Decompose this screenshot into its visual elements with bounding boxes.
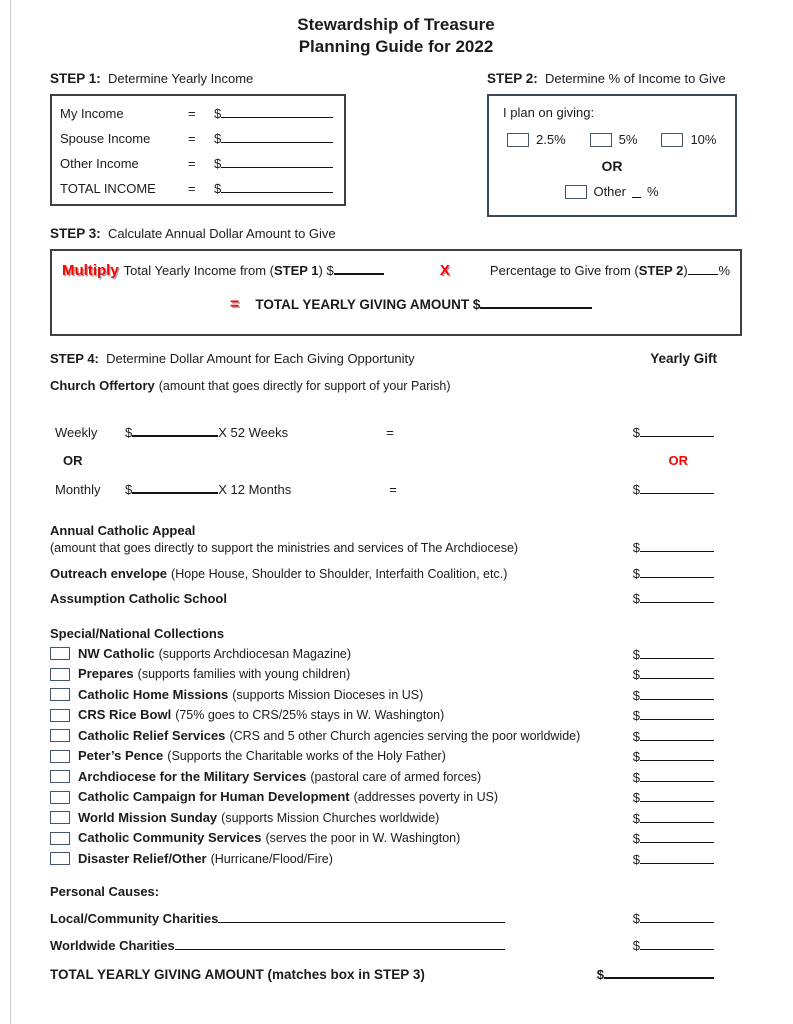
income-amount-blank — [334, 262, 384, 275]
income-row-spouse — [60, 126, 336, 151]
gift-amount-blank — [640, 851, 714, 864]
dollar-sign: $ — [214, 106, 222, 121]
step1-heading-text: Determine Yearly Income — [108, 71, 254, 86]
collection-item-disaster-relief — [50, 851, 742, 867]
collection-name: World Mission Sunday — [78, 809, 218, 825]
dollar-sign: $ — [632, 646, 640, 662]
monthly-amount-blank — [132, 481, 218, 494]
collection-desc: (CRS and 5 other Church agencies serving the poor worldwide) — [229, 728, 581, 743]
dollar-sign: $ — [125, 425, 133, 440]
collection-name: Disaster Relief/Other — [78, 850, 207, 866]
income-label: TOTAL INCOME — [60, 181, 156, 196]
collection-name: Catholic Community Services — [78, 830, 262, 845]
dollar-sign: $ — [632, 790, 640, 805]
step3-box — [50, 249, 742, 336]
percent-blank — [688, 262, 719, 275]
annual-appeal-label: Annual Catholic Appeal — [50, 523, 196, 538]
dollar-sign: ) $ — [318, 263, 334, 278]
page-edge-line — [10, 0, 11, 1024]
multiply-text: Total Yearly Income from ( — [123, 263, 274, 278]
outreach-gift — [633, 565, 714, 581]
weekly-row — [50, 424, 742, 440]
annual-appeal-row — [50, 539, 742, 555]
step4-heading-text: Determine Dollar Amount for Each Giving Opportunity — [106, 351, 415, 366]
income-label: My Income — [60, 106, 124, 121]
collection-item-military-services — [50, 769, 742, 785]
collection-gift — [633, 707, 714, 723]
dollar-sign: $ — [632, 937, 640, 953]
yearly-gift-column-header: Yearly Gift — [650, 351, 717, 366]
checkbox-disaster-relief[interactable] — [50, 852, 70, 865]
gift-amount-blank — [640, 539, 714, 552]
dollar-sign: $ — [632, 540, 640, 555]
annual-appeal-desc: (amount that goes directly to support the ministries and services of The Archdiocese) — [50, 541, 519, 555]
equals-icon: = — [230, 296, 240, 313]
checkbox-home-missions[interactable] — [50, 688, 70, 701]
checkbox-other-percent[interactable] — [565, 185, 587, 199]
dollar-sign: $ — [632, 708, 640, 723]
title-line2: Planning Guide for 2022 — [298, 37, 494, 56]
gift-amount-blank — [640, 937, 714, 950]
equals-sign: = — [188, 181, 196, 196]
income-blank — [221, 180, 333, 193]
giving-options — [503, 132, 721, 147]
collection-desc: (supports families with young children) — [137, 667, 351, 681]
or-label-left: OR — [63, 453, 83, 468]
percentage-text: Percentage to Give from ( — [489, 263, 639, 278]
worldwide-charities-field — [50, 937, 505, 953]
collection-gift — [633, 666, 714, 682]
total-giving-line — [62, 296, 730, 314]
collection-item-home-missions — [50, 687, 742, 703]
collection-desc: (supports Archdiocesan Magazine) — [158, 646, 352, 661]
monthly-row — [50, 481, 742, 497]
worldwide-charities-label: Worldwide Charities — [50, 937, 175, 953]
total-gift — [597, 966, 714, 982]
checkbox-military-services[interactable] — [50, 770, 70, 783]
income-label: Other Income — [60, 156, 139, 171]
collection-desc: (serves the poor in W. Washington) — [265, 831, 461, 845]
step1-heading — [50, 71, 487, 86]
total-giving-blank — [480, 296, 592, 309]
option-2-5-percent — [507, 132, 566, 147]
income-row-total — [60, 176, 336, 201]
step2-box — [487, 94, 737, 217]
step1-ref: STEP 1 — [273, 263, 319, 278]
collection-desc: (Supports the Charitable works of the Holy Father) — [167, 749, 446, 763]
school-row — [50, 590, 742, 606]
collection-item-nw-catholic — [50, 646, 742, 662]
collection-name: Peter’s Pence — [78, 748, 164, 763]
dollar-sign: $ — [596, 966, 604, 982]
step3-heading-text: Calculate Annual Dollar Amount to Give — [108, 226, 336, 241]
local-charities-field — [50, 910, 505, 926]
checkbox-2-5-percent[interactable] — [507, 133, 529, 147]
collection-gift — [633, 851, 714, 867]
collection-item-relief-services — [50, 728, 742, 744]
total-row — [50, 966, 742, 982]
gift-amount-blank — [640, 481, 714, 494]
checkbox-human-development[interactable] — [50, 791, 70, 804]
local-charities-label: Local/Community Charities — [50, 910, 219, 926]
collection-name: NW Catholic — [78, 645, 155, 661]
multiply-x-icon: X — [439, 262, 450, 279]
collection-gift — [633, 789, 714, 805]
collection-gift — [633, 769, 714, 785]
checkbox-prepares[interactable] — [50, 668, 70, 681]
collection-item-human-development — [50, 789, 742, 805]
checkbox-peters-pence[interactable] — [50, 750, 70, 763]
collection-item-community-services — [50, 830, 742, 846]
gift-amount-blank — [640, 728, 714, 741]
dollar-sign: $ — [214, 131, 222, 146]
collection-desc: (pastoral care of armed forces) — [310, 769, 482, 784]
income-row-other — [60, 151, 336, 176]
dollar-sign: $ — [632, 851, 640, 867]
dollar-sign: $ — [214, 156, 222, 171]
step4-heading — [50, 351, 742, 366]
checkbox-10-percent[interactable] — [661, 133, 683, 147]
dollar-sign: $ — [632, 749, 640, 764]
collection-desc: (Hurricane/Flood/Fire) — [210, 851, 333, 866]
local-charities-row — [50, 910, 742, 926]
step3-heading — [50, 226, 742, 241]
collection-item-world-mission — [50, 810, 742, 826]
income-blank — [221, 155, 333, 168]
income-row-my — [60, 101, 336, 126]
checkbox-world-mission[interactable] — [50, 811, 70, 824]
checkbox-community-services[interactable] — [50, 832, 70, 845]
gift-amount-blank — [640, 565, 714, 578]
other-label: Other — [593, 184, 626, 199]
school-gift — [633, 590, 714, 606]
option-other-percent — [503, 184, 721, 199]
checkbox-relief-services[interactable] — [50, 729, 70, 742]
other-percent-blank — [632, 185, 641, 198]
step1-section — [50, 71, 487, 217]
step2-ref: STEP 2 — [638, 263, 684, 278]
weekly-gift — [633, 424, 714, 440]
equals-sign: = — [188, 131, 196, 146]
dollar-sign: $ — [632, 566, 640, 581]
collection-gift — [633, 728, 714, 744]
step1-label: STEP 1: — [50, 71, 101, 86]
gift-amount-blank — [640, 769, 714, 782]
step1-box — [50, 94, 346, 206]
gift-amount-blank — [640, 748, 714, 761]
checkbox-5-percent[interactable] — [590, 133, 612, 147]
total-giving-label: TOTAL YEARLY GIVING AMOUNT $ — [255, 297, 481, 312]
gift-amount-blank — [640, 666, 714, 679]
total-amount-blank — [604, 966, 714, 979]
close-paren: ) — [683, 263, 688, 278]
multiply-label: Multiply — [62, 262, 119, 279]
school-label: Assumption Catholic School — [50, 591, 227, 606]
collection-gift — [633, 646, 714, 662]
monthly-multiplier: X 12 Months — [218, 482, 292, 497]
gift-amount-blank — [640, 830, 714, 843]
or-label: OR — [601, 158, 623, 174]
total-label: TOTAL YEARLY GIVING AMOUNT (matches box in STEP 3) — [50, 966, 425, 982]
outreach-label: Outreach envelope — [50, 566, 168, 581]
weekly-amount-blank — [132, 424, 218, 437]
income-label: Spouse Income — [60, 131, 151, 146]
outreach-row — [50, 565, 742, 581]
option-label: 2.5% — [536, 132, 566, 147]
local-charities-blank — [218, 910, 505, 923]
dollar-sign: $ — [632, 482, 640, 497]
gift-amount-blank — [640, 910, 714, 923]
collection-item-crs-rice-bowl — [50, 707, 742, 723]
church-offertory-label: Church Offertory — [50, 378, 155, 393]
annual-appeal-gift — [633, 539, 714, 555]
step2-section — [487, 71, 742, 217]
dollar-sign: $ — [632, 687, 640, 703]
weekly-multiplier: X 52 Weeks — [218, 425, 289, 440]
collection-item-prepares — [50, 666, 742, 682]
percent-sign: % — [646, 184, 659, 199]
church-offertory-desc: (amount that goes directly for support of your Parish) — [158, 379, 451, 393]
checkbox-nw-catholic[interactable] — [50, 647, 70, 660]
gift-amount-blank — [640, 789, 714, 802]
step4-label: STEP 4: — [50, 351, 99, 366]
dollar-sign: $ — [632, 591, 640, 606]
gift-amount-blank — [640, 646, 714, 659]
worldwide-charities-gift — [633, 937, 714, 953]
step2-label: STEP 2: — [487, 71, 538, 86]
monthly-gift — [633, 481, 714, 497]
dollar-sign: $ — [632, 831, 640, 846]
option-label: 10% — [690, 132, 717, 147]
collection-name: Prepares — [78, 666, 134, 681]
collection-name: CRS Rice Bowl — [78, 707, 172, 722]
income-blank — [221, 130, 333, 143]
outreach-desc: (Hope House, Shoulder to Shoulder, Interfaith Coalition, etc.) — [171, 567, 508, 581]
church-offertory-row — [50, 378, 742, 393]
equals-sign: = — [386, 425, 394, 440]
step3-label: STEP 3: — [50, 226, 101, 241]
dollar-sign: $ — [632, 810, 640, 826]
checkbox-crs-rice-bowl[interactable] — [50, 709, 70, 722]
collection-gift — [633, 687, 714, 703]
collection-name: Catholic Campaign for Human Development — [78, 789, 350, 804]
dollar-sign: $ — [125, 482, 133, 497]
page-title — [50, 14, 742, 58]
equals-sign: = — [188, 106, 196, 121]
monthly-label: Monthly — [55, 482, 101, 497]
multiply-line — [62, 262, 730, 279]
personal-causes-heading: Personal Causes: — [50, 883, 160, 899]
collection-name: Catholic Home Missions — [78, 686, 229, 702]
option-5-percent — [590, 132, 638, 147]
collection-desc: (supports Mission Churches worldwide) — [221, 810, 440, 825]
collection-desc: (supports Mission Dioceses in US) — [232, 687, 424, 702]
percent-sign: % — [718, 263, 730, 278]
worldwide-charities-blank — [175, 937, 505, 950]
option-label: 5% — [618, 132, 638, 147]
local-charities-gift — [633, 910, 714, 926]
dollar-sign: $ — [632, 667, 640, 682]
dollar-sign: $ — [632, 769, 640, 785]
weekly-label: Weekly — [55, 425, 98, 440]
dollar-sign: $ — [214, 181, 222, 196]
equals-sign: = — [389, 482, 397, 497]
collection-name: Archdiocese for the Military Services — [78, 768, 307, 784]
collection-gift — [633, 748, 714, 764]
gift-amount-blank — [640, 810, 714, 823]
gift-amount-blank — [640, 707, 714, 720]
collection-desc: (75% goes to CRS/25% stays in W. Washington) — [175, 708, 445, 722]
collections-heading: Special/National Collections — [50, 626, 225, 641]
giving-intro: I plan on giving: — [503, 105, 595, 120]
collection-gift — [633, 830, 714, 846]
dollar-sign: $ — [632, 425, 640, 440]
or-row — [50, 453, 742, 468]
step2-heading — [487, 71, 742, 86]
income-blank — [221, 105, 333, 118]
option-10-percent — [661, 132, 716, 147]
dollar-sign: $ — [632, 728, 640, 744]
dollar-sign: $ — [632, 910, 640, 926]
worldwide-charities-row — [50, 937, 742, 953]
equals-sign: = — [188, 156, 196, 171]
step2-heading-text: Determine % of Income to Give — [545, 71, 726, 86]
or-label-right: OR — [668, 453, 688, 468]
gift-amount-blank — [640, 424, 714, 437]
gift-amount-blank — [640, 590, 714, 603]
collection-desc: (addresses poverty in US) — [353, 790, 499, 804]
gift-amount-blank — [640, 687, 714, 700]
collection-item-peters-pence — [50, 748, 742, 764]
steps-1-2-row — [50, 71, 742, 217]
collection-name: Catholic Relief Services — [78, 727, 226, 743]
title-line1: Stewardship of Treasure — [297, 15, 495, 34]
collection-gift — [633, 810, 714, 826]
